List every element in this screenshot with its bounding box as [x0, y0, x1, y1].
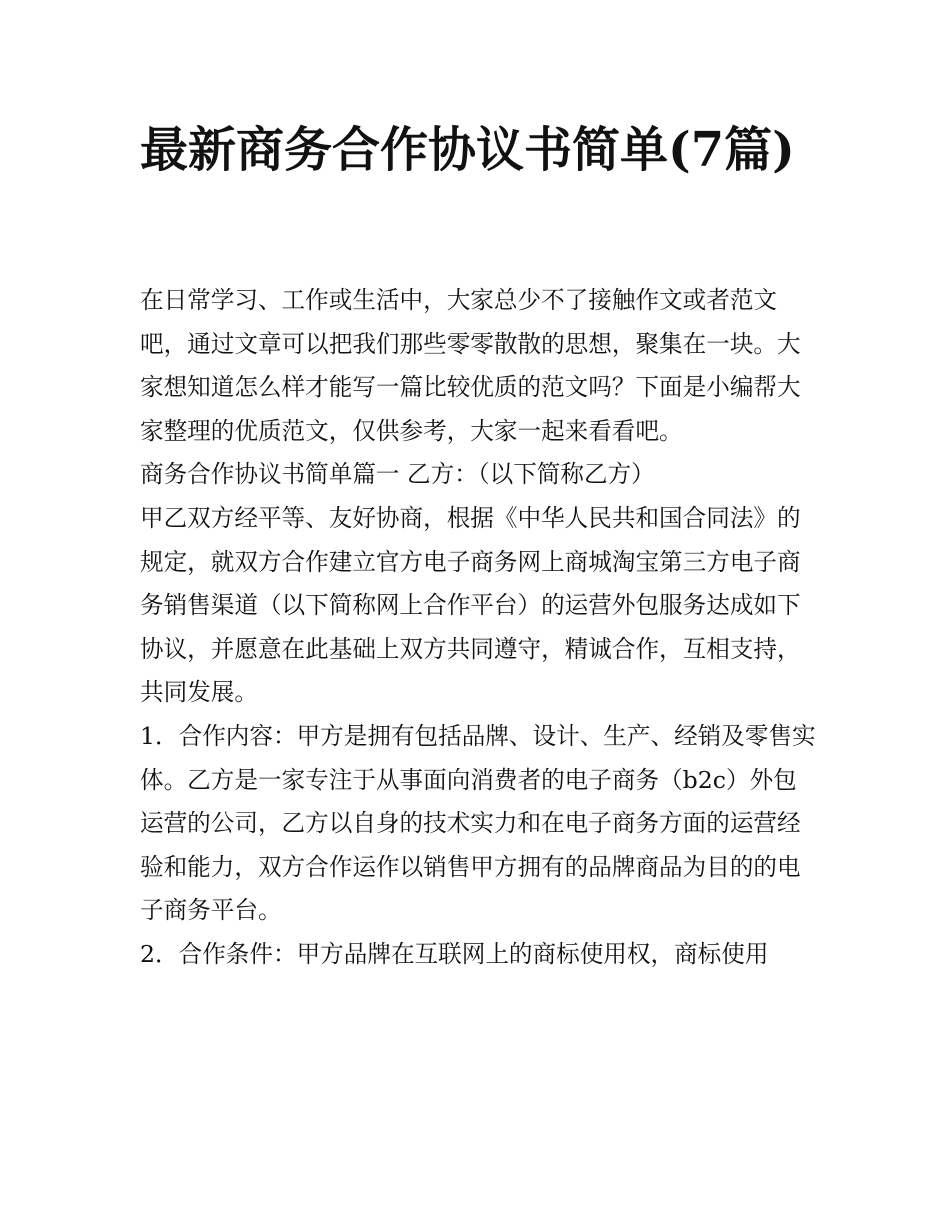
clause-1-paragraph: 1．合作内容：甲方是拥有包括品牌、设计、生产、经销及零售实体。乙方是一家专注于从事面向消费者的电子商务（b2c）外包运营的公司，乙方以自身的技术实力和在电子商务方面的运营经验和能力，双方合作运作以销售甲方拥有的品牌商品为目的的电子商务平台。	[140, 721, 816, 925]
section-heading: 商务合作协议书简单篇一 乙方：（以下简称乙方）	[140, 460, 655, 489]
intro-paragraph: 在日常学习、工作或生活中，大家总少不了接触作文或者范文吧，通过文章可以把我们那些零零散散的思想，聚集在一块。大家想知道怎么样才能写一篇比较优质的范文吗？下面是小编帮大家整理的优质范文，仅供参考，大家一起来看看吧。	[140, 286, 801, 445]
document-title: 最新商务合作协议书简单(7篇)	[140, 122, 795, 178]
document-body	[140, 279, 820, 977]
agreement-paragraph: 甲乙双方经平等、友好协商，根据《中华人民共和国合同法》的规定，就双方合作建立官方电子商务网上商城淘宝第三方电子商务销售渠道（以下简称网上合作平台）的运营外包服务达成如下协议，并愿意在此基础上双方共同遵守，精诚合作，互相支持，共同发展。	[140, 503, 801, 707]
clause-2-paragraph: 2．合作条件：甲方品牌在互联网上的商标使用权，商标使用	[140, 939, 769, 968]
